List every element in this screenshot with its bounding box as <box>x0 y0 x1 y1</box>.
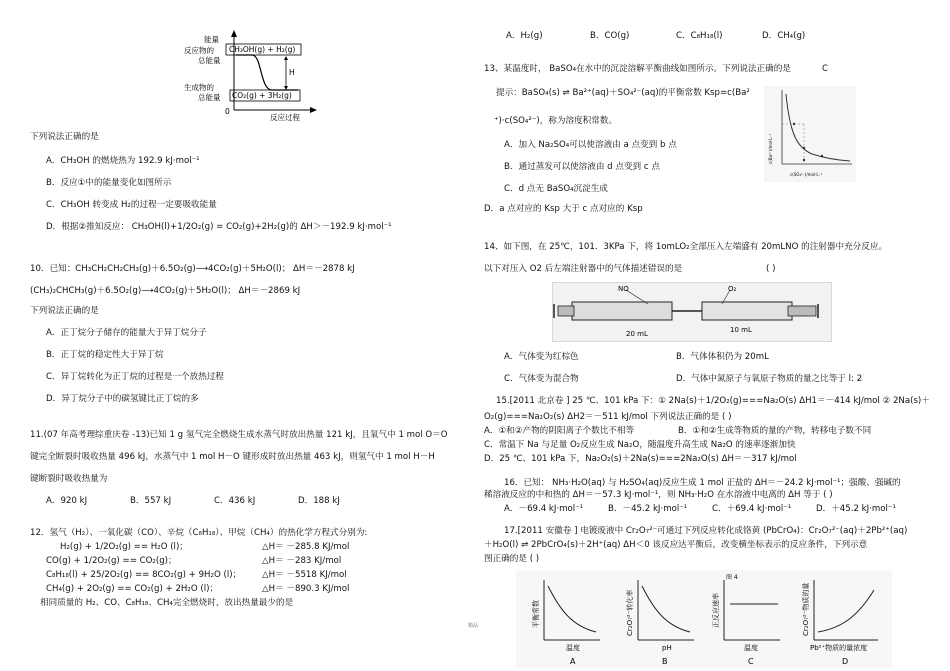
q14-line2: 以下对压入 O2 后左端注射器中的气体描述错误的是 <box>484 264 683 274</box>
baso4-graph-y-label: c(Ba²⁺)/mol·L⁻¹ <box>768 133 773 164</box>
graph-b-letter: B <box>662 657 668 666</box>
q12-dh4: △H＝ －890.3 KJ/mol <box>262 584 350 594</box>
q10-option-b: B．正丁烷的稳定性大于异丁烷 <box>46 350 164 360</box>
q12-stem: 相同质量的 H₂、CO、C₈H₁₈、CH₄完全燃烧时，放出热量最少的是 <box>40 598 294 608</box>
q10-option-d: D．异丁烷分子中的碳氢键比正丁烷的多 <box>46 394 199 404</box>
graph-d-xlabel: Pb²⁺物质的量浓度 <box>810 644 868 652</box>
energy-delta-label: H <box>289 68 295 77</box>
q15-line2: O₂(g)===Na₂O₂(s) ΔH2＝－511 kJ/mol 下列说法正确的是 ( ) <box>484 412 732 422</box>
q14-line1: 14、如下图，在 25℃，101．3KPa 下，将 1omLO₂全部压入左端盛有 20mLNO 的注射器中充分反应。 <box>484 242 888 252</box>
q12-eq4: CH₄(g) + 2O₂(g) == CO₂(g) + 2H₂O (l)； <box>46 584 219 594</box>
q11-option-b: B．557 kJ <box>130 496 172 506</box>
graph-a-letter: A <box>570 657 576 666</box>
energy-y-label: 能量 <box>204 35 219 44</box>
syringe-figure <box>552 282 832 342</box>
q13-option-b: B．通过蒸发可以使溶液由 d 点变到 c 点 <box>504 162 660 172</box>
q9-stem: 下列说法正确的是 <box>30 132 99 142</box>
q12-dh2: △H＝ －283 KJ/mol <box>262 556 342 566</box>
q16-option-b: B．－45.2 kJ·mol⁻¹ <box>608 504 688 514</box>
graph-c-xlabel: 温度 <box>744 644 758 652</box>
q17-line3: 图正确的是 ( ) <box>484 554 540 564</box>
q16-option-d: D．＋45.2 kJ·mol⁻¹ <box>816 504 896 514</box>
q12-eq3: C₈H₁₈(l) + 25/2O₂(g) == 8CO₂(g) + 9H₂O (l)； <box>46 570 242 580</box>
syringe-10ml-label: 10 mL <box>730 326 752 334</box>
q13-option-a: A．加入 Na₂SO₄可以使溶液由 a 点变到 b 点 <box>504 140 677 150</box>
syringe-o2-label: O₂ <box>728 285 737 293</box>
energy-origin: 0 <box>225 107 230 116</box>
q10-option-a: A．正丁烷分子储存的能量大于异丁烷分子 <box>46 328 207 338</box>
q10-stem: 下列说法正确的是 <box>30 306 99 316</box>
q11-option-d: D．188 kJ <box>298 496 340 506</box>
q17-graphs <box>516 570 892 668</box>
q15-option-a: A．①和②产物的阴阳离子个数比不相等 <box>484 426 635 436</box>
baso4-solubility-graph <box>764 86 856 182</box>
q13-answer: C <box>822 64 829 74</box>
q17-fig-label: 图 4 <box>726 574 738 581</box>
q11-line2: 键完全断裂时吸收热量 496 kJ，水蒸气中 1 mol H－O 键形成时放出热量 463 kJ，则氢气中 1 mol H－H <box>30 452 435 462</box>
q11-option-c: C．436 kJ <box>214 496 256 506</box>
q11-line1: 11.(07 年高考理综重庆卷 -13)已知 1 g 氢气完全燃烧生成水蒸气时放出热量 121 kJ，且氧气中 1 mol O＝O <box>30 430 448 440</box>
q10-line1: 10．已知：CH₃CH₂CH₂CH₃(g)＋6.5O₂(g)⟶4CO₂(g)＋5H₂O(l)； ΔH＝－2878 kJ <box>30 264 355 274</box>
baso4-graph-x-label: c(SO₄²⁻)/mol·L⁻¹ <box>790 172 823 177</box>
q10-option-c: C．异丁烷转化为正丁烷的过程是一个放热过程 <box>46 372 224 382</box>
q15-option-d: D．25 ℃、101 kPa 下，Na₂O₂(s)＋2Na(s)===2Na₂O(s) ΔH＝－317 kJ/mol <box>484 454 797 464</box>
q11-line3: 键断裂时吸收热量为 <box>30 474 108 484</box>
q13-option-c: C．d 点无 BaSO₄沉淀生成 <box>504 184 608 194</box>
q13-hint-1: 提示：BaSO₄(s) ⇌ Ba²⁺(aq)＋SO₄²⁻(aq)的平衡常数 Ksp=c(Ba² <box>496 88 750 98</box>
q15-option-b: B．①和②生成等物质的量的产物，转移电子数不同 <box>678 426 872 436</box>
q12-eq1: H₂(g) + 1/2O₂(g) == H₂O (l)； <box>60 542 188 552</box>
q15-option-c: C．常温下 Na 与足量 O₂反应生成 Na₂O，随温度升高生成 Na₂O 的速率逐渐加快 <box>484 440 796 450</box>
q12-intro: 12．氢气（H₂）、一氧化碳（CO）、辛烷（C₈H₁₈）、甲烷（CH₄）的热化学方程式分别为: <box>30 528 368 538</box>
q17-line1: 17.[2011 安徽卷 ] 电镀废液中 Cr₂O₇²⁻可通过下列反应转化成铬黄 (PbCrO₄)：Cr₂O₇²⁻(aq)＋2Pb²⁺(aq) <box>504 526 908 536</box>
q9-option-a: A．CH₃OH 的燃烧热为 192.9 kJ·mol⁻¹ <box>46 156 200 166</box>
q12-option-d: D．CH₄(g) <box>762 31 806 41</box>
q12-dh1: △H＝ －285.8 KJ/mol <box>262 542 350 552</box>
graph-a-xlabel: 温度 <box>566 644 580 652</box>
q13-option-d: D．a 点对应的 Ksp 大于 c 点对应的 Ksp <box>484 204 643 214</box>
q16-line2: 稀溶液反应的中和热的 ΔH＝－57.3 kJ·mol⁻¹，则 NH₃·H₂O 在水溶液中电离的 ΔH 等于 ( ) <box>484 490 833 500</box>
energy-diagram <box>180 30 320 122</box>
q12-dh3: △H＝ －5518 KJ/mol <box>262 570 347 580</box>
syringe-20ml-label: 20 mL <box>626 330 648 338</box>
energy-top-formula: CH₃OH(g) + H₂(g) <box>229 45 296 54</box>
energy-bottom-formula: CO₂(g) + 3H₂(g) <box>232 91 292 100</box>
page-footer: 精品 <box>468 623 479 629</box>
q14-paren: ( ) <box>766 264 776 274</box>
energy-reactant-label-1: 反应物的 <box>184 46 214 55</box>
q16-line1: 16．已知： NH₃·H₂O(aq) 与 H₂SO₄(aq)反应生成 1 mol 正盐的 ΔH＝－24.2 kJ·mol⁻¹；强酸、强碱的 <box>504 478 901 488</box>
q14-option-b: B．气体体积仍为 20mL <box>676 352 769 362</box>
energy-product-label-1: 生成物的 <box>184 83 214 92</box>
q16-option-c: C．＋69.4 kJ·mol⁻¹ <box>712 504 792 514</box>
q12-option-a: A．H₂(g) <box>506 31 543 41</box>
q11-option-a: A．920 kJ <box>46 496 88 506</box>
q9-option-c: C．CH₃OH 转变成 H₂的过程一定要吸收能量 <box>46 200 217 210</box>
q13-hint-2: ⁺)·c(SO₄²⁻)，称为溶度积常数。 <box>494 116 618 126</box>
energy-x-label: 反应过程 <box>270 113 300 122</box>
q14-option-a: A．气体变为红棕色 <box>504 352 579 362</box>
q14-option-c: C．气体变为混合物 <box>504 374 579 384</box>
q12-option-c: C．C₈H₁₈(l) <box>676 31 723 41</box>
graph-b-ylabel: Cr₂O₇²⁻转化率 <box>626 589 634 636</box>
q9-option-b: B．反应①中的能量变化如图所示 <box>46 178 172 188</box>
graph-c-letter: C <box>748 657 754 666</box>
energy-product-label-2: 总能量 <box>198 93 221 102</box>
graph-b-xlabel: pH <box>662 644 672 652</box>
q12-eq2: CO(g) + 1/2O₂(g) == CO₂(g)； <box>46 556 177 566</box>
q10-line2: (CH₃)₂CHCH₃(g)＋6.5O₂(g)⟶4CO₂(g)＋5H₂O(l)； ΔH＝－2869 kJ <box>30 286 301 296</box>
q16-option-a: A．－69.4 kJ·mol⁻¹ <box>504 504 584 514</box>
graph-a-ylabel: 平衡常数 <box>532 600 540 628</box>
graph-c-ylabel: 正反应速率 <box>712 593 720 628</box>
q15-line1: 15.[2011 北京卷 ] 25 ℃、101 kPa 下：① 2Na(s)＋1/2O₂(g)===Na₂O(s) ΔH1＝－414 kJ/mol ② 2Na(s)＋ <box>496 396 930 406</box>
graph-d-letter: D <box>842 657 849 666</box>
syringe-no-label: NO <box>618 285 629 293</box>
q13-stem: 13、某温度时， BaSO₄在水中的沉淀溶解平衡曲线如图所示。下列说法正确的是 <box>484 64 791 74</box>
graph-d-ylabel: Cr₂O₇²⁻物质的量 <box>802 582 810 636</box>
q9-option-d: D．根据②推知反应： CH₃OH(l)+1/2O₂(g) = CO₂(g)+2H₂(g)的 ΔH＞－192.9 kJ·mol⁻¹ <box>46 222 392 232</box>
q14-option-d: D．气体中氮原子与氧原子物质的量之比等于 l: 2 <box>676 374 863 384</box>
q12-option-b: B．CO(g) <box>590 31 630 41</box>
q17-line2: ＋H₂O(l) ⇌ 2PbCrO₄(s)＋2H⁺(aq) ΔH＜0 该反应达平衡后，改变横坐标表示的反应条件，下列示意 <box>484 540 868 550</box>
energy-reactant-label-2: 总能量 <box>198 56 221 65</box>
